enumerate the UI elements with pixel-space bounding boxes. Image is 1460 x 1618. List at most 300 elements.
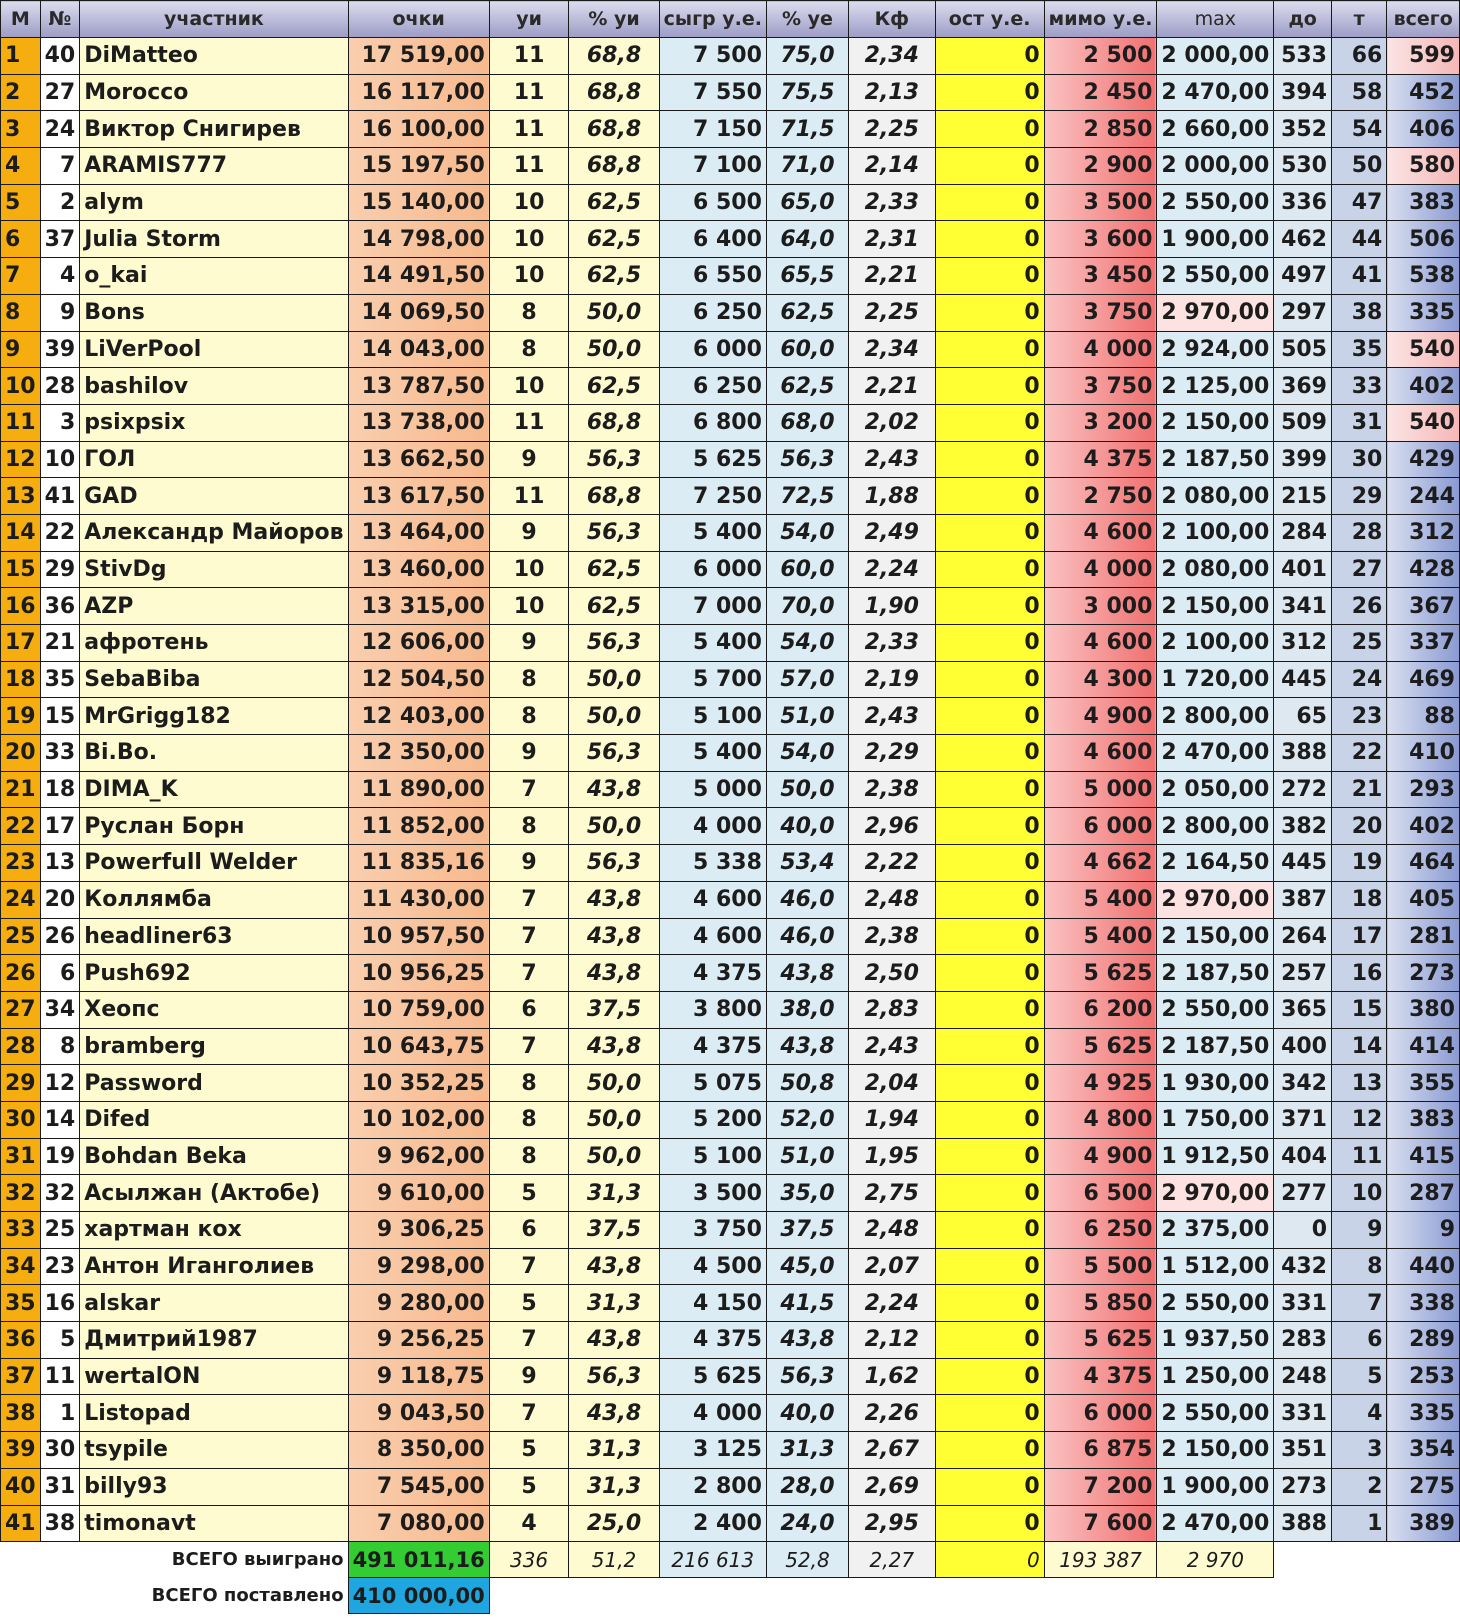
cell-ui-percent[interactable]: 68,8 — [569, 38, 659, 75]
cell-place[interactable]: 9 — [1, 331, 41, 368]
cell-t[interactable]: 7 — [1332, 1285, 1387, 1322]
cell-points[interactable]: 9 118,75 — [348, 1358, 489, 1395]
cell-remaining-units[interactable]: 0 — [935, 1138, 1044, 1175]
cell-coefficient[interactable]: 2,21 — [848, 368, 935, 405]
cell-units-percent[interactable]: 57,0 — [766, 661, 848, 698]
cell-participant[interactable]: Александр Майоров — [80, 514, 348, 551]
cell-units-percent[interactable]: 71,0 — [766, 148, 848, 185]
cell-coefficient[interactable]: 2,50 — [848, 955, 935, 992]
cell-t[interactable]: 3 — [1332, 1432, 1387, 1469]
cell-participant[interactable]: Асылжан (Актобе) — [80, 1175, 348, 1212]
cell-t[interactable]: 11 — [1332, 1138, 1387, 1175]
cell-remaining-units[interactable]: 0 — [935, 918, 1044, 955]
cell-points[interactable]: 12 504,50 — [348, 661, 489, 698]
cell-do[interactable]: 273 — [1274, 1468, 1332, 1505]
cell-played-units[interactable]: 7 250 — [659, 478, 766, 515]
header-units-percent[interactable]: % уе — [766, 1, 848, 38]
cell-ui[interactable]: 11 — [489, 478, 569, 515]
cell-place[interactable]: 23 — [1, 845, 41, 882]
cell-points[interactable]: 9 298,00 — [348, 1248, 489, 1285]
table-row[interactable] — [1, 1248, 1460, 1285]
cell-total[interactable]: 293 — [1387, 771, 1460, 808]
cell-number[interactable]: 21 — [40, 625, 80, 662]
cell-max[interactable]: 2 550,00 — [1157, 258, 1274, 295]
cell-missed-units[interactable]: 3 500 — [1044, 184, 1157, 221]
cell-total[interactable]: 335 — [1387, 294, 1460, 331]
cell-points[interactable]: 10 957,50 — [348, 918, 489, 955]
cell-t[interactable]: 5 — [1332, 1358, 1387, 1395]
cell-max[interactable]: 2 150,00 — [1157, 404, 1274, 441]
cell-do[interactable]: 65 — [1274, 698, 1332, 735]
cell-missed-units[interactable]: 5 625 — [1044, 955, 1157, 992]
cell-points[interactable]: 10 102,00 — [348, 1101, 489, 1138]
cell-played-units[interactable]: 5 625 — [659, 441, 766, 478]
cell-number[interactable]: 25 — [40, 1212, 80, 1249]
cell-ui[interactable]: 10 — [489, 184, 569, 221]
cell-played-units[interactable]: 5 100 — [659, 1138, 766, 1175]
cell-units-percent[interactable]: 72,5 — [766, 478, 848, 515]
cell-place[interactable]: 31 — [1, 1138, 41, 1175]
cell-do[interactable]: 331 — [1274, 1395, 1332, 1432]
table-row[interactable] — [1, 1028, 1460, 1065]
cell-place[interactable]: 11 — [1, 404, 41, 441]
cell-played-units[interactable]: 6 550 — [659, 258, 766, 295]
cell-played-units[interactable]: 4 000 — [659, 1395, 766, 1432]
cell-total[interactable]: 414 — [1387, 1028, 1460, 1065]
cell-max[interactable]: 2 550,00 — [1157, 1395, 1274, 1432]
cell-number[interactable]: 17 — [40, 808, 80, 845]
cell-number[interactable]: 32 — [40, 1175, 80, 1212]
cell-ui-percent[interactable]: 62,5 — [569, 221, 659, 258]
cell-number[interactable]: 18 — [40, 771, 80, 808]
cell-remaining-units[interactable]: 0 — [935, 1212, 1044, 1249]
cell-max[interactable]: 2 550,00 — [1157, 991, 1274, 1028]
cell-do[interactable]: 336 — [1274, 184, 1332, 221]
cell-units-percent[interactable]: 75,5 — [766, 74, 848, 111]
cell-do[interactable]: 215 — [1274, 478, 1332, 515]
cell-points[interactable]: 13 460,00 — [348, 551, 489, 588]
cell-place[interactable]: 33 — [1, 1212, 41, 1249]
cell-remaining-units[interactable]: 0 — [935, 1432, 1044, 1469]
header-number[interactable]: № — [40, 1, 80, 38]
cell-t[interactable]: 21 — [1332, 771, 1387, 808]
cell-missed-units[interactable]: 4 900 — [1044, 698, 1157, 735]
cell-played-units[interactable]: 4 600 — [659, 881, 766, 918]
cell-place[interactable]: 13 — [1, 478, 41, 515]
cell-number[interactable]: 33 — [40, 735, 80, 772]
cell-participant[interactable]: Хеопс — [80, 991, 348, 1028]
cell-points[interactable]: 10 956,25 — [348, 955, 489, 992]
cell-total[interactable]: 405 — [1387, 881, 1460, 918]
cell-participant[interactable]: Руслан Борн — [80, 808, 348, 845]
cell-place[interactable]: 35 — [1, 1285, 41, 1322]
table-row[interactable] — [1, 1138, 1460, 1175]
cell-units-percent[interactable]: 65,0 — [766, 184, 848, 221]
total-played-units[interactable]: 216 613 — [659, 1542, 766, 1578]
table-row[interactable] — [1, 808, 1460, 845]
cell-participant[interactable]: DIMA_K — [80, 771, 348, 808]
table-row[interactable] — [1, 1395, 1460, 1432]
table-row[interactable] — [1, 1358, 1460, 1395]
table-row[interactable] — [1, 331, 1460, 368]
cell-max[interactable]: 2 550,00 — [1157, 1285, 1274, 1322]
cell-ui[interactable]: 11 — [489, 404, 569, 441]
cell-played-units[interactable]: 6 000 — [659, 551, 766, 588]
cell-participant[interactable]: bashilov — [80, 368, 348, 405]
cell-coefficient[interactable]: 2,07 — [848, 1248, 935, 1285]
cell-do[interactable]: 394 — [1274, 74, 1332, 111]
cell-total[interactable]: 540 — [1387, 331, 1460, 368]
cell-ui[interactable]: 5 — [489, 1175, 569, 1212]
cell-total[interactable]: 410 — [1387, 735, 1460, 772]
cell-t[interactable]: 20 — [1332, 808, 1387, 845]
cell-remaining-units[interactable]: 0 — [935, 661, 1044, 698]
cell-coefficient[interactable]: 2,24 — [848, 551, 935, 588]
cell-place[interactable]: 22 — [1, 808, 41, 845]
cell-played-units[interactable]: 6 500 — [659, 184, 766, 221]
cell-max[interactable]: 2 187,50 — [1157, 955, 1274, 992]
cell-units-percent[interactable]: 41,5 — [766, 1285, 848, 1322]
cell-participant[interactable]: Push692 — [80, 955, 348, 992]
cell-remaining-units[interactable]: 0 — [935, 735, 1044, 772]
table-row[interactable] — [1, 1505, 1460, 1542]
cell-do[interactable]: 533 — [1274, 38, 1332, 75]
table-row[interactable] — [1, 1212, 1460, 1249]
cell-place[interactable]: 6 — [1, 221, 41, 258]
cell-remaining-units[interactable]: 0 — [935, 111, 1044, 148]
cell-number[interactable]: 28 — [40, 368, 80, 405]
table-row[interactable] — [1, 294, 1460, 331]
cell-points[interactable]: 7 080,00 — [348, 1505, 489, 1542]
cell-total[interactable]: 355 — [1387, 1065, 1460, 1102]
cell-t[interactable]: 54 — [1332, 111, 1387, 148]
cell-max[interactable]: 2 800,00 — [1157, 808, 1274, 845]
cell-remaining-units[interactable]: 0 — [935, 368, 1044, 405]
cell-place[interactable]: 18 — [1, 661, 41, 698]
cell-max[interactable]: 2 470,00 — [1157, 735, 1274, 772]
cell-coefficient[interactable]: 1,88 — [848, 478, 935, 515]
cell-max[interactable]: 1 250,00 — [1157, 1358, 1274, 1395]
header-ui-percent[interactable]: % уи — [569, 1, 659, 38]
cell-place[interactable]: 1 — [1, 38, 41, 75]
cell-missed-units[interactable]: 5 400 — [1044, 918, 1157, 955]
cell-ui-percent[interactable]: 50,0 — [569, 661, 659, 698]
cell-ui-percent[interactable]: 56,3 — [569, 625, 659, 662]
table-row[interactable] — [1, 368, 1460, 405]
cell-points[interactable]: 13 464,00 — [348, 514, 489, 551]
cell-place[interactable]: 29 — [1, 1065, 41, 1102]
cell-ui-percent[interactable]: 50,0 — [569, 698, 659, 735]
cell-t[interactable]: 50 — [1332, 148, 1387, 185]
cell-total[interactable]: 389 — [1387, 1505, 1460, 1542]
table-row[interactable] — [1, 1432, 1460, 1469]
cell-ui-percent[interactable]: 31,3 — [569, 1468, 659, 1505]
cell-remaining-units[interactable]: 0 — [935, 514, 1044, 551]
cell-played-units[interactable]: 7 500 — [659, 38, 766, 75]
table-row[interactable] — [1, 955, 1460, 992]
cell-number[interactable]: 41 — [40, 478, 80, 515]
cell-ui-percent[interactable]: 56,3 — [569, 735, 659, 772]
cell-ui-percent[interactable]: 50,0 — [569, 808, 659, 845]
cell-participant[interactable]: DiMatteo — [80, 38, 348, 75]
cell-points[interactable]: 14 043,00 — [348, 331, 489, 368]
cell-total[interactable]: 469 — [1387, 661, 1460, 698]
cell-t[interactable]: 4 — [1332, 1395, 1387, 1432]
cell-number[interactable]: 40 — [40, 38, 80, 75]
cell-played-units[interactable]: 5 700 — [659, 661, 766, 698]
header-t[interactable]: т — [1332, 1, 1387, 38]
cell-remaining-units[interactable]: 0 — [935, 148, 1044, 185]
cell-units-percent[interactable]: 56,3 — [766, 1358, 848, 1395]
cell-ui-percent[interactable]: 43,8 — [569, 771, 659, 808]
cell-do[interactable]: 342 — [1274, 1065, 1332, 1102]
cell-ui-percent[interactable]: 50,0 — [569, 1065, 659, 1102]
cell-points[interactable]: 10 759,00 — [348, 991, 489, 1028]
cell-t[interactable]: 31 — [1332, 404, 1387, 441]
cell-do[interactable]: 257 — [1274, 955, 1332, 992]
table-row[interactable] — [1, 441, 1460, 478]
cell-ui-percent[interactable]: 62,5 — [569, 588, 659, 625]
cell-total[interactable]: 402 — [1387, 808, 1460, 845]
cell-played-units[interactable]: 3 500 — [659, 1175, 766, 1212]
cell-played-units[interactable]: 7 100 — [659, 148, 766, 185]
cell-remaining-units[interactable]: 0 — [935, 991, 1044, 1028]
table-row[interactable] — [1, 625, 1460, 662]
cell-missed-units[interactable]: 3 200 — [1044, 404, 1157, 441]
cell-max[interactable]: 2 187,50 — [1157, 441, 1274, 478]
cell-ui[interactable]: 7 — [489, 1028, 569, 1065]
cell-max[interactable]: 1 512,00 — [1157, 1248, 1274, 1285]
cell-participant[interactable]: Дмитрий1987 — [80, 1322, 348, 1359]
cell-participant[interactable]: хартман кох — [80, 1212, 348, 1249]
cell-ui[interactable]: 8 — [489, 1101, 569, 1138]
cell-place[interactable]: 10 — [1, 368, 41, 405]
cell-played-units[interactable]: 4 375 — [659, 1322, 766, 1359]
cell-units-percent[interactable]: 70,0 — [766, 588, 848, 625]
cell-coefficient[interactable]: 2,38 — [848, 771, 935, 808]
cell-place[interactable]: 37 — [1, 1358, 41, 1395]
cell-place[interactable]: 4 — [1, 148, 41, 185]
cell-do[interactable]: 331 — [1274, 1285, 1332, 1322]
cell-max[interactable]: 1 937,50 — [1157, 1322, 1274, 1359]
cell-t[interactable]: 13 — [1332, 1065, 1387, 1102]
cell-ui[interactable]: 10 — [489, 551, 569, 588]
cell-participant[interactable]: tsypile — [80, 1432, 348, 1469]
cell-participant[interactable]: Julia Storm — [80, 221, 348, 258]
cell-coefficient[interactable]: 2,26 — [848, 1395, 935, 1432]
cell-played-units[interactable]: 4 000 — [659, 808, 766, 845]
cell-points[interactable]: 14 069,50 — [348, 294, 489, 331]
cell-units-percent[interactable]: 46,0 — [766, 918, 848, 955]
cell-number[interactable]: 3 — [40, 404, 80, 441]
cell-number[interactable]: 31 — [40, 1468, 80, 1505]
cell-place[interactable]: 5 — [1, 184, 41, 221]
cell-units-percent[interactable]: 54,0 — [766, 625, 848, 662]
cell-place[interactable]: 24 — [1, 881, 41, 918]
cell-ui-percent[interactable]: 62,5 — [569, 258, 659, 295]
cell-t[interactable]: 6 — [1332, 1322, 1387, 1359]
cell-number[interactable]: 13 — [40, 845, 80, 882]
cell-ui-percent[interactable]: 50,0 — [569, 331, 659, 368]
cell-max[interactable]: 2 970,00 — [1157, 294, 1274, 331]
cell-missed-units[interactable]: 5 400 — [1044, 881, 1157, 918]
cell-total[interactable]: 9 — [1387, 1212, 1460, 1249]
cell-remaining-units[interactable]: 0 — [935, 1358, 1044, 1395]
cell-place[interactable]: 2 — [1, 74, 41, 111]
cell-participant[interactable]: афротень — [80, 625, 348, 662]
cell-ui-percent[interactable]: 43,8 — [569, 1248, 659, 1285]
cell-units-percent[interactable]: 64,0 — [766, 221, 848, 258]
cell-place[interactable]: 40 — [1, 1468, 41, 1505]
cell-place[interactable]: 26 — [1, 955, 41, 992]
cell-played-units[interactable]: 5 400 — [659, 514, 766, 551]
table-row[interactable] — [1, 1065, 1460, 1102]
cell-units-percent[interactable]: 46,0 — [766, 881, 848, 918]
cell-coefficient[interactable]: 2,48 — [848, 1212, 935, 1249]
total-bet-value[interactable]: 410 000,00 — [348, 1578, 489, 1614]
cell-coefficient[interactable]: 2,14 — [848, 148, 935, 185]
cell-remaining-units[interactable]: 0 — [935, 478, 1044, 515]
cell-remaining-units[interactable]: 0 — [935, 771, 1044, 808]
cell-place[interactable]: 12 — [1, 441, 41, 478]
cell-coefficient[interactable]: 2,69 — [848, 1468, 935, 1505]
cell-remaining-units[interactable]: 0 — [935, 551, 1044, 588]
cell-max[interactable]: 1 900,00 — [1157, 1468, 1274, 1505]
cell-missed-units[interactable]: 4 600 — [1044, 735, 1157, 772]
cell-ui[interactable]: 11 — [489, 38, 569, 75]
cell-total[interactable]: 538 — [1387, 258, 1460, 295]
cell-max[interactable]: 2 375,00 — [1157, 1212, 1274, 1249]
header-total[interactable]: всего — [1387, 1, 1460, 38]
table-row[interactable] — [1, 735, 1460, 772]
cell-remaining-units[interactable]: 0 — [935, 1101, 1044, 1138]
cell-ui-percent[interactable]: 43,8 — [569, 881, 659, 918]
cell-t[interactable]: 47 — [1332, 184, 1387, 221]
table-row[interactable] — [1, 661, 1460, 698]
table-row[interactable] — [1, 221, 1460, 258]
table-row[interactable] — [1, 881, 1460, 918]
cell-remaining-units[interactable]: 0 — [935, 1285, 1044, 1322]
cell-participant[interactable]: SebaBiba — [80, 661, 348, 698]
cell-place[interactable]: 8 — [1, 294, 41, 331]
cell-ui-percent[interactable]: 43,8 — [569, 955, 659, 992]
cell-number[interactable]: 10 — [40, 441, 80, 478]
cell-coefficient[interactable]: 2,31 — [848, 221, 935, 258]
cell-place[interactable]: 36 — [1, 1322, 41, 1359]
cell-units-percent[interactable]: 35,0 — [766, 1175, 848, 1212]
cell-place[interactable]: 14 — [1, 514, 41, 551]
table-row[interactable] — [1, 771, 1460, 808]
cell-ui-percent[interactable]: 68,8 — [569, 404, 659, 441]
cell-ui[interactable]: 8 — [489, 294, 569, 331]
table-row[interactable] — [1, 184, 1460, 221]
cell-played-units[interactable]: 5 200 — [659, 1101, 766, 1138]
cell-missed-units[interactable]: 5 625 — [1044, 1028, 1157, 1065]
cell-ui[interactable]: 11 — [489, 111, 569, 148]
cell-do[interactable]: 445 — [1274, 661, 1332, 698]
cell-do[interactable]: 497 — [1274, 258, 1332, 295]
cell-number[interactable]: 26 — [40, 918, 80, 955]
cell-units-percent[interactable]: 28,0 — [766, 1468, 848, 1505]
cell-remaining-units[interactable]: 0 — [935, 38, 1044, 75]
cell-remaining-units[interactable]: 0 — [935, 1065, 1044, 1102]
cell-coefficient[interactable]: 2,22 — [848, 845, 935, 882]
cell-missed-units[interactable]: 4 925 — [1044, 1065, 1157, 1102]
cell-played-units[interactable]: 2 400 — [659, 1505, 766, 1542]
cell-points[interactable]: 9 610,00 — [348, 1175, 489, 1212]
cell-participant[interactable]: Bi.Bo. — [80, 735, 348, 772]
cell-t[interactable]: 12 — [1332, 1101, 1387, 1138]
cell-ui-percent[interactable]: 62,5 — [569, 184, 659, 221]
cell-t[interactable]: 15 — [1332, 991, 1387, 1028]
cell-missed-units[interactable]: 4 900 — [1044, 1138, 1157, 1175]
cell-participant[interactable]: Powerfull Welder — [80, 845, 348, 882]
cell-number[interactable]: 37 — [40, 221, 80, 258]
cell-played-units[interactable]: 5 625 — [659, 1358, 766, 1395]
cell-remaining-units[interactable]: 0 — [935, 955, 1044, 992]
cell-coefficient[interactable]: 2,33 — [848, 184, 935, 221]
cell-do[interactable]: 404 — [1274, 1138, 1332, 1175]
cell-ui[interactable]: 7 — [489, 881, 569, 918]
table-row[interactable] — [1, 514, 1460, 551]
cell-place[interactable]: 38 — [1, 1395, 41, 1432]
cell-place[interactable]: 19 — [1, 698, 41, 735]
table-row[interactable] — [1, 1175, 1460, 1212]
table-row[interactable] — [1, 478, 1460, 515]
cell-t[interactable]: 66 — [1332, 38, 1387, 75]
cell-place[interactable]: 41 — [1, 1505, 41, 1542]
cell-total[interactable]: 367 — [1387, 588, 1460, 625]
cell-participant[interactable]: Morocco — [80, 74, 348, 111]
cell-played-units[interactable]: 6 400 — [659, 221, 766, 258]
total-coefficient[interactable]: 2,27 — [848, 1542, 935, 1578]
cell-do[interactable]: 312 — [1274, 625, 1332, 662]
cell-number[interactable]: 24 — [40, 111, 80, 148]
cell-coefficient[interactable]: 1,95 — [848, 1138, 935, 1175]
cell-ui[interactable]: 8 — [489, 331, 569, 368]
cell-points[interactable]: 10 352,25 — [348, 1065, 489, 1102]
cell-coefficient[interactable]: 2,19 — [848, 661, 935, 698]
cell-max[interactable]: 2 187,50 — [1157, 1028, 1274, 1065]
cell-do[interactable]: 400 — [1274, 1028, 1332, 1065]
cell-ui-percent[interactable]: 62,5 — [569, 551, 659, 588]
cell-total[interactable]: 506 — [1387, 221, 1460, 258]
cell-ui[interactable]: 8 — [489, 661, 569, 698]
cell-coefficient[interactable]: 2,34 — [848, 331, 935, 368]
cell-do[interactable]: 371 — [1274, 1101, 1332, 1138]
cell-max[interactable]: 2 970,00 — [1157, 881, 1274, 918]
cell-total[interactable]: 281 — [1387, 918, 1460, 955]
cell-points[interactable]: 12 403,00 — [348, 698, 489, 735]
cell-participant[interactable]: Listopad — [80, 1395, 348, 1432]
cell-played-units[interactable]: 3 125 — [659, 1432, 766, 1469]
cell-t[interactable]: 38 — [1332, 294, 1387, 331]
cell-points[interactable]: 13 787,50 — [348, 368, 489, 405]
cell-played-units[interactable]: 5 075 — [659, 1065, 766, 1102]
cell-number[interactable]: 39 — [40, 331, 80, 368]
cell-total[interactable]: 406 — [1387, 111, 1460, 148]
cell-missed-units[interactable]: 3 450 — [1044, 258, 1157, 295]
header-max[interactable]: max — [1157, 1, 1274, 38]
cell-units-percent[interactable]: 40,0 — [766, 1395, 848, 1432]
cell-total[interactable]: 354 — [1387, 1432, 1460, 1469]
cell-number[interactable]: 7 — [40, 148, 80, 185]
cell-max[interactable]: 2 100,00 — [1157, 514, 1274, 551]
cell-missed-units[interactable]: 5 000 — [1044, 771, 1157, 808]
cell-ui[interactable]: 10 — [489, 258, 569, 295]
cell-missed-units[interactable]: 3 600 — [1044, 221, 1157, 258]
cell-missed-units[interactable]: 5 625 — [1044, 1322, 1157, 1359]
